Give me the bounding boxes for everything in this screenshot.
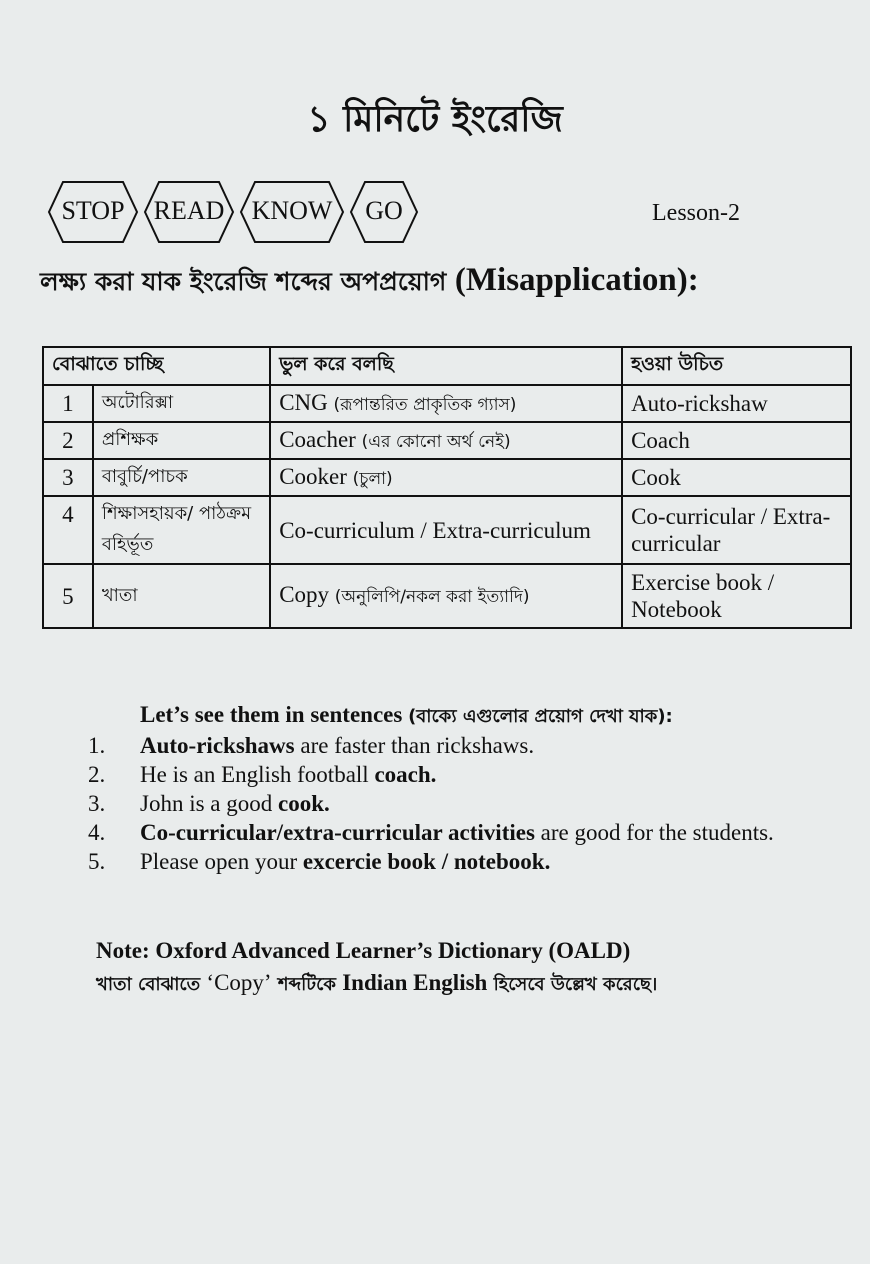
header-correct: হওয়া উচিত <box>622 347 851 385</box>
table-row <box>43 564 851 628</box>
badge-read-label: READ <box>153 196 225 225</box>
badge-go-label: GO <box>365 196 403 225</box>
sentences-heading <box>140 702 673 733</box>
badge-read <box>143 180 235 244</box>
row-wrong <box>270 496 622 564</box>
row-correct: Coach <box>622 422 851 459</box>
item-text: are faster than rickshaws. <box>294 733 535 758</box>
item-number: 3. <box>88 791 106 816</box>
item-bold: Co-curricular/extra-curricular activities <box>140 820 535 845</box>
row-number: 5 <box>43 564 93 628</box>
badge-row <box>47 180 447 248</box>
wrong-gloss: (অনুলিপি/নকল করা ইত্যাদি) <box>334 587 530 607</box>
wrong-word: CNG <box>279 389 328 415</box>
table-row <box>43 459 851 496</box>
list-item <box>88 819 828 847</box>
badge-know-label: KNOW <box>251 196 333 225</box>
note-line: Note: Oxford Advanced Learner’s Dictionary (OALD) <box>96 938 631 963</box>
badge-stop-label: STOP <box>61 196 125 225</box>
row-correct: Cook <box>622 459 851 496</box>
item-number: 2. <box>88 762 106 787</box>
item-number: 5. <box>88 849 106 874</box>
wrong-gloss: (চুলা) <box>352 468 393 489</box>
row-meaning: খাতা <box>93 564 270 628</box>
list-item <box>88 848 828 876</box>
item-bold: cook. <box>278 791 330 816</box>
row-wrong <box>270 385 622 422</box>
row-number: 3 <box>43 459 93 496</box>
wrong-word: Cooker <box>279 463 347 489</box>
section-heading <box>40 262 860 305</box>
item-text: He is an English football <box>140 762 375 787</box>
row-correct: Co-curricular / Extra-curricular <box>622 496 851 564</box>
note-bn-mid: শব্দটিকে <box>271 974 343 995</box>
badge-stop <box>47 180 139 244</box>
note-bn-after: হিসেবে উল্লেখ করেছে। <box>487 974 658 995</box>
list-item <box>88 790 828 818</box>
page-title: ১ মিনিটে ইংরেজি <box>307 99 563 140</box>
sentences-heading-bn: (বাক্যে এগুলোর প্রয়োগ দেখা যাক): <box>408 706 673 727</box>
list-item <box>88 761 828 789</box>
misapplication-table <box>42 346 852 629</box>
row-number: 1 <box>43 385 93 422</box>
item-number: 4. <box>88 820 106 845</box>
table-row <box>43 385 851 422</box>
table-header-row <box>43 347 851 385</box>
item-text: John is a good <box>140 791 278 816</box>
row-meaning: শিক্ষাসহায়ক/ পাঠক্রম বহির্ভূত <box>93 496 270 564</box>
row-wrong <box>270 459 622 496</box>
row-wrong <box>270 422 622 459</box>
section-heading-en: (Misapplication): <box>454 262 699 298</box>
item-bold: Auto-rickshaws <box>140 733 295 758</box>
section-heading-bn: লক্ষ্য করা যাক ইংরেজি শব্দের অপপ্রয়োগ <box>40 267 455 296</box>
note-quote: ‘Copy’ <box>206 970 272 995</box>
wrong-gloss: (এর কোনো অর্থ নেই) <box>361 431 511 452</box>
note-bn-before: খাতা বোঝাতে <box>96 974 207 995</box>
sentence-list <box>88 732 828 877</box>
row-meaning: অটোরিক্সা <box>93 385 270 422</box>
row-meaning: বাবুর্চি/পাচক <box>93 459 270 496</box>
item-bold: coach. <box>374 762 437 787</box>
row-wrong <box>270 564 622 628</box>
row-correct: Exercise book / Notebook <box>622 564 851 628</box>
item-text: Please open your <box>140 849 303 874</box>
wrong-word: Coacher <box>279 426 356 452</box>
note-en: Indian English <box>342 970 488 995</box>
table-row <box>43 496 851 564</box>
row-correct: Auto-rickshaw <box>622 385 851 422</box>
item-number: 1. <box>88 733 106 758</box>
sentences-heading-en: Let’s see them in sentences <box>140 702 409 727</box>
item-text: are good for the students. <box>534 820 774 845</box>
list-item <box>88 732 828 760</box>
item-bold: excercie book / notebook. <box>302 849 551 874</box>
row-meaning: প্রশিক্ষক <box>93 422 270 459</box>
badge-go <box>349 180 419 244</box>
wrong-word: Copy <box>279 582 330 607</box>
table-row <box>43 422 851 459</box>
note-detail <box>96 970 657 1001</box>
header-wrong: ভুল করে বলছি <box>270 347 622 385</box>
header-meaning: বোঝাতে চাচ্ছি <box>43 347 270 385</box>
wrong-word: Co-curriculum / Extra-curriculum <box>279 517 591 543</box>
wrong-gloss: (রূপান্তরিত প্রাকৃতিক গ্যাস) <box>333 394 517 415</box>
lesson-label: Lesson-2 <box>652 200 740 226</box>
badge-know <box>239 180 345 244</box>
row-number: 4 <box>43 496 93 564</box>
row-number: 2 <box>43 422 93 459</box>
